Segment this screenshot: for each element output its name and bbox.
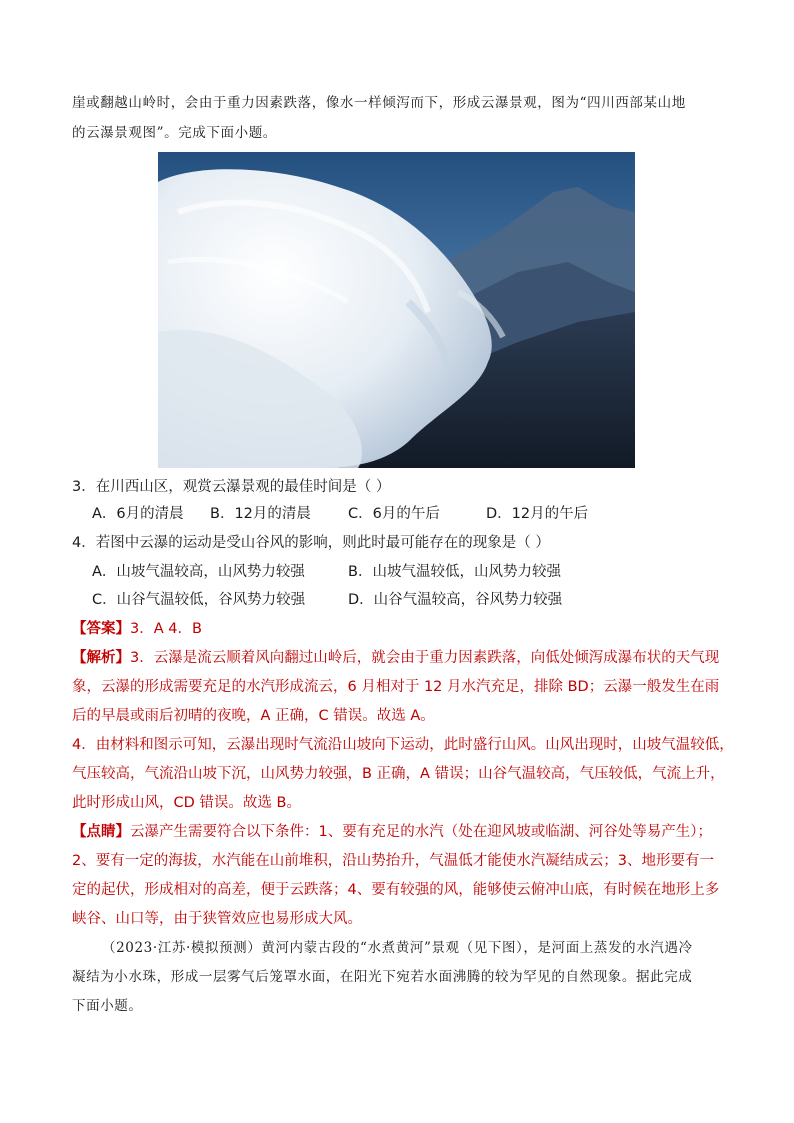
question-4-stem: 4．若图中云瀑的运动是受山谷风的影响，则此时最可能存在的现象是（ ） xyxy=(72,535,550,551)
analysis-line-1 xyxy=(72,647,719,669)
answer-label: 【答案】 xyxy=(72,621,130,637)
next-line-2: 凝结为小水珠，形成一层雾气后笼罩水面，在阳光下宛若水面沸腾的较为罕见的自然现象。据此完成 xyxy=(72,969,693,985)
analysis-line-5: 气压较高，气流沿山坡下沉，山风势力较强，B 正确，A 错误；山谷气温较高，气压较低，气流上升， xyxy=(72,766,725,782)
tip-line-2: 2、要有一定的海拔，水汽能在山前堆积，沿山势抬升，气温低才能使水汽凝结成云；3、地形要有一 xyxy=(72,853,714,869)
q4-option-b: B．山坡气温较低，山风势力较强 xyxy=(348,564,561,580)
answer-line xyxy=(72,618,202,640)
question-3-stem: 3．在川西山区，观赏云瀑景观的最佳时间是（ ） xyxy=(72,479,391,495)
tip-label: 【点睛】 xyxy=(72,824,130,840)
tip-line-1 xyxy=(72,821,712,843)
q3-option-b: B．12月的清晨 xyxy=(210,506,311,522)
analysis-line-6: 此时形成山风，CD 错误。故选 B。 xyxy=(72,795,301,811)
tip-line-4: 峡谷、山口等，由于狭管效应也易形成大风。 xyxy=(72,911,362,927)
next-line-3: 下面小题。 xyxy=(72,998,143,1014)
analysis-line-4: 4．由材料和图示可知，云瀑出现时气流沿山坡向下运动，此时盛行山风。山风出现时，山坡气温较低， xyxy=(72,737,734,753)
analysis-line-3: 后的早晨或雨后初晴的夜晚，A 正确，C 错误。故选 A。 xyxy=(72,708,435,724)
cloud-waterfall-photo xyxy=(158,152,635,468)
intro-line-2: 的云瀑景观图”。完成下面小题。 xyxy=(72,125,277,141)
answer-text: 3．A 4．B xyxy=(130,621,202,637)
q3-option-c: C．6月的午后 xyxy=(348,506,440,522)
q4-option-c: C．山谷气温较低，谷风势力较强 xyxy=(92,592,306,608)
tip-text-1: 云瀑产生需要符合以下条件：1、要有充足的水汽（处在迎风坡或临湖、河谷处等易产生）； xyxy=(130,824,712,840)
q3-option-a: A．6月的清晨 xyxy=(92,506,184,522)
analysis-text-1: 3．云瀑是流云顺着风向翻过山岭后，就会由于重力因素跌落，向低处倾泻成瀑布状的天气现 xyxy=(130,650,720,666)
analysis-label: 【解析】 xyxy=(72,650,130,666)
analysis-line-2: 象，云瀑的形成需要充足的水汽形成流云，6 月相对于 12 月水汽充足，排除 BD；云瀑一般发生在雨 xyxy=(72,679,720,695)
q4-option-a: A．山坡气温较高，山风势力较强 xyxy=(92,564,305,580)
tip-line-3: 定的起伏，形成相对的高差，便于云跌落；4、要有较强的风，能够使云俯冲山底，有时候在地形上多 xyxy=(72,882,720,898)
q3-option-d: D．12月的午后 xyxy=(486,506,589,522)
q4-option-d: D．山谷气温较高，谷风势力较强 xyxy=(348,592,563,608)
intro-line-1: 崖或翻越山岭时，会由于重力因素跌落，像水一样倾泻而下，形成云瀑景观，图为“四川西部某山地 xyxy=(72,95,686,111)
next-line-1: （2023·江苏·模拟预测）黄河内蒙古段的“水煮黄河”景观（见下图），是河面上蒸发的水汽遇冷 xyxy=(102,940,693,956)
